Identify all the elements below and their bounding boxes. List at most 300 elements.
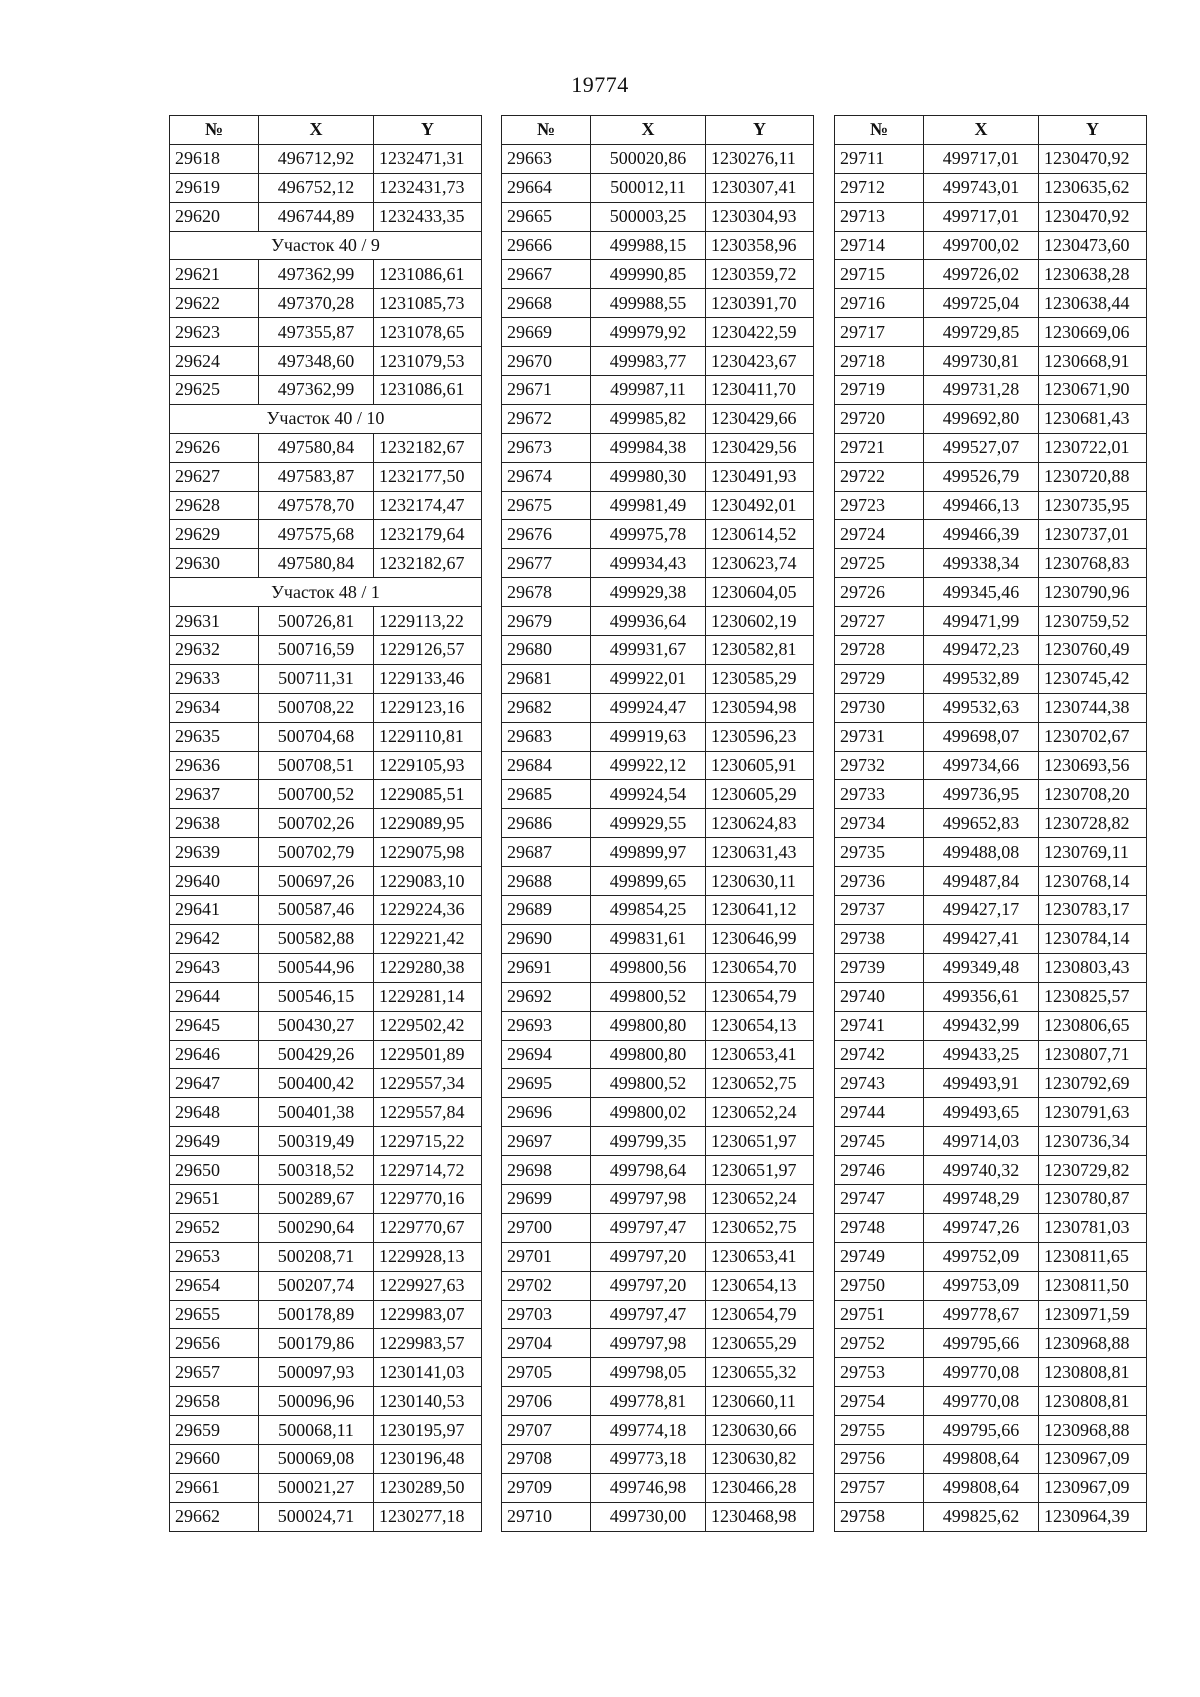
table-row xyxy=(170,1156,482,1185)
x-coordinate-cell: 499487,84 xyxy=(924,867,1039,896)
table-row xyxy=(502,607,814,636)
table-row xyxy=(170,1444,482,1473)
x-coordinate-cell: 499987,11 xyxy=(591,376,706,405)
y-coordinate-cell: 1230760,49 xyxy=(1039,636,1147,665)
x-coordinate-cell: 500289,67 xyxy=(259,1184,374,1213)
table-row xyxy=(170,173,482,202)
x-coordinate-cell: 499338,34 xyxy=(924,549,1039,578)
x-coordinate-cell: 500702,26 xyxy=(259,809,374,838)
section-label: Участок 48 / 1 xyxy=(170,578,482,607)
table-row xyxy=(502,549,814,578)
y-coordinate-cell: 1232174,47 xyxy=(374,491,482,520)
table-row xyxy=(502,1098,814,1127)
x-coordinate-cell: 499934,43 xyxy=(591,549,706,578)
y-coordinate-cell: 1230668,91 xyxy=(1039,347,1147,376)
y-coordinate-cell: 1229983,57 xyxy=(374,1329,482,1358)
point-number-cell: 29688 xyxy=(502,867,591,896)
x-coordinate-cell: 496752,12 xyxy=(259,173,374,202)
y-coordinate-cell: 1229123,16 xyxy=(374,693,482,722)
point-number-cell: 29729 xyxy=(835,664,924,693)
point-number-cell: 29749 xyxy=(835,1242,924,1271)
table-row xyxy=(835,318,1147,347)
y-coordinate-cell: 1230768,83 xyxy=(1039,549,1147,578)
y-coordinate-cell: 1230791,63 xyxy=(1039,1098,1147,1127)
point-number-cell: 29708 xyxy=(502,1444,591,1473)
x-coordinate-cell: 500318,52 xyxy=(259,1156,374,1185)
table-row xyxy=(835,1069,1147,1098)
y-coordinate-cell: 1230967,09 xyxy=(1039,1444,1147,1473)
x-coordinate-cell: 500020,86 xyxy=(591,144,706,173)
table-row xyxy=(835,1444,1147,1473)
x-coordinate-cell: 499466,13 xyxy=(924,491,1039,520)
point-number-cell: 29705 xyxy=(502,1358,591,1387)
point-number-cell: 29714 xyxy=(835,231,924,260)
table-row xyxy=(170,1329,482,1358)
table-row xyxy=(502,636,814,665)
y-coordinate-cell: 1229224,36 xyxy=(374,896,482,925)
table-row xyxy=(170,376,482,405)
table-row xyxy=(502,867,814,896)
point-number-cell: 29650 xyxy=(170,1156,259,1185)
y-coordinate-cell: 1230968,88 xyxy=(1039,1416,1147,1445)
point-number-cell: 29640 xyxy=(170,867,259,896)
point-number-cell: 29637 xyxy=(170,780,259,809)
x-coordinate-cell: 499988,55 xyxy=(591,289,706,318)
table-row xyxy=(502,1358,814,1387)
x-coordinate-cell: 499988,15 xyxy=(591,231,706,260)
x-coordinate-cell: 499799,35 xyxy=(591,1127,706,1156)
point-number-cell: 29740 xyxy=(835,982,924,1011)
x-coordinate-cell: 499466,39 xyxy=(924,520,1039,549)
x-coordinate-cell: 496744,89 xyxy=(259,202,374,231)
table-row xyxy=(835,202,1147,231)
x-coordinate-cell: 497578,70 xyxy=(259,491,374,520)
table-row xyxy=(170,144,482,173)
point-number-cell: 29739 xyxy=(835,953,924,982)
point-number-cell: 29648 xyxy=(170,1098,259,1127)
point-number-cell: 29748 xyxy=(835,1213,924,1242)
table-row xyxy=(502,260,814,289)
table-row xyxy=(170,867,482,896)
table-row xyxy=(502,1416,814,1445)
x-coordinate-cell: 499797,98 xyxy=(591,1329,706,1358)
y-coordinate-cell: 1230276,11 xyxy=(706,144,814,173)
point-number-cell: 29701 xyxy=(502,1242,591,1271)
x-coordinate-cell: 499717,01 xyxy=(924,144,1039,173)
point-number-cell: 29693 xyxy=(502,1011,591,1040)
table-row xyxy=(502,693,814,722)
table-row xyxy=(170,1127,482,1156)
y-coordinate-cell: 1229715,22 xyxy=(374,1127,482,1156)
point-number-cell: 29667 xyxy=(502,260,591,289)
y-coordinate-cell: 1230470,92 xyxy=(1039,144,1147,173)
y-coordinate-cell: 1229075,98 xyxy=(374,838,482,867)
point-number-cell: 29685 xyxy=(502,780,591,809)
y-coordinate-cell: 1230759,52 xyxy=(1039,607,1147,636)
y-coordinate-cell: 1230141,03 xyxy=(374,1358,482,1387)
table-row xyxy=(170,693,482,722)
y-coordinate-cell: 1229110,81 xyxy=(374,722,482,751)
column-header-x: X xyxy=(259,116,374,145)
table-row xyxy=(502,1040,814,1069)
point-number-cell: 29666 xyxy=(502,231,591,260)
table-row xyxy=(170,751,482,780)
point-number-cell: 29643 xyxy=(170,953,259,982)
x-coordinate-cell: 499797,98 xyxy=(591,1184,706,1213)
table-row xyxy=(835,549,1147,578)
point-number-cell: 29658 xyxy=(170,1387,259,1416)
table-row xyxy=(835,607,1147,636)
point-number-cell: 29661 xyxy=(170,1473,259,1502)
x-coordinate-cell: 500430,27 xyxy=(259,1011,374,1040)
table-row xyxy=(502,953,814,982)
x-coordinate-cell: 499746,98 xyxy=(591,1473,706,1502)
x-coordinate-cell: 500208,71 xyxy=(259,1242,374,1271)
y-coordinate-cell: 1230811,50 xyxy=(1039,1271,1147,1300)
y-coordinate-cell: 1230596,23 xyxy=(706,722,814,751)
point-number-cell: 29690 xyxy=(502,924,591,953)
y-coordinate-cell: 1229126,57 xyxy=(374,636,482,665)
x-coordinate-cell: 499729,85 xyxy=(924,318,1039,347)
table-row xyxy=(502,289,814,318)
table-row xyxy=(170,780,482,809)
point-number-cell: 29719 xyxy=(835,376,924,405)
point-number-cell: 29634 xyxy=(170,693,259,722)
x-coordinate-cell: 499797,47 xyxy=(591,1300,706,1329)
table-row xyxy=(835,231,1147,260)
x-coordinate-cell: 500702,79 xyxy=(259,838,374,867)
table-row xyxy=(170,636,482,665)
x-coordinate-cell: 499743,01 xyxy=(924,173,1039,202)
y-coordinate-cell: 1230638,44 xyxy=(1039,289,1147,318)
x-coordinate-cell: 499979,92 xyxy=(591,318,706,347)
x-coordinate-cell: 499432,99 xyxy=(924,1011,1039,1040)
x-coordinate-cell: 499797,47 xyxy=(591,1213,706,1242)
y-coordinate-cell: 1230669,06 xyxy=(1039,318,1147,347)
table-row xyxy=(502,722,814,751)
x-coordinate-cell: 499929,55 xyxy=(591,809,706,838)
table-row xyxy=(502,751,814,780)
table-row xyxy=(835,867,1147,896)
y-coordinate-cell: 1230307,41 xyxy=(706,173,814,202)
point-number-cell: 29669 xyxy=(502,318,591,347)
table-row xyxy=(835,664,1147,693)
point-number-cell: 29711 xyxy=(835,144,924,173)
table-row xyxy=(835,1416,1147,1445)
x-coordinate-cell: 500069,08 xyxy=(259,1444,374,1473)
table-row xyxy=(835,1040,1147,1069)
y-coordinate-cell: 1230652,24 xyxy=(706,1184,814,1213)
column-header-number: № xyxy=(170,116,259,145)
point-number-cell: 29697 xyxy=(502,1127,591,1156)
y-coordinate-cell: 1231078,65 xyxy=(374,318,482,347)
point-number-cell: 29684 xyxy=(502,751,591,780)
point-number-cell: 29652 xyxy=(170,1213,259,1242)
table-row xyxy=(170,1358,482,1387)
x-coordinate-cell: 499725,04 xyxy=(924,289,1039,318)
section-label: Участок 40 / 10 xyxy=(170,404,482,433)
x-coordinate-cell: 499929,38 xyxy=(591,578,706,607)
point-number-cell: 29698 xyxy=(502,1156,591,1185)
x-coordinate-cell: 500708,22 xyxy=(259,693,374,722)
x-coordinate-cell: 499770,08 xyxy=(924,1387,1039,1416)
x-coordinate-cell: 500700,52 xyxy=(259,780,374,809)
y-coordinate-cell: 1230289,50 xyxy=(374,1473,482,1502)
point-number-cell: 29743 xyxy=(835,1069,924,1098)
y-coordinate-cell: 1230784,14 xyxy=(1039,924,1147,953)
x-coordinate-cell: 499714,03 xyxy=(924,1127,1039,1156)
y-coordinate-cell: 1232182,67 xyxy=(374,433,482,462)
y-coordinate-cell: 1230411,70 xyxy=(706,376,814,405)
y-coordinate-cell: 1230745,42 xyxy=(1039,664,1147,693)
point-number-cell: 29704 xyxy=(502,1329,591,1358)
x-coordinate-cell: 499730,81 xyxy=(924,347,1039,376)
y-coordinate-cell: 1230654,79 xyxy=(706,982,814,1011)
x-coordinate-cell: 499472,23 xyxy=(924,636,1039,665)
table-row xyxy=(170,202,482,231)
x-coordinate-cell: 499692,80 xyxy=(924,404,1039,433)
x-coordinate-cell: 500400,42 xyxy=(259,1069,374,1098)
y-coordinate-cell: 1230769,11 xyxy=(1039,838,1147,867)
table-row xyxy=(835,462,1147,491)
table-row xyxy=(835,347,1147,376)
table-row xyxy=(502,1329,814,1358)
table-row xyxy=(170,1387,482,1416)
point-number-cell: 29636 xyxy=(170,751,259,780)
point-number-cell: 29753 xyxy=(835,1358,924,1387)
y-coordinate-cell: 1229557,34 xyxy=(374,1069,482,1098)
table-row xyxy=(502,780,814,809)
point-number-cell: 29755 xyxy=(835,1416,924,1445)
x-coordinate-cell: 499770,08 xyxy=(924,1358,1039,1387)
table-row xyxy=(835,173,1147,202)
table-row xyxy=(502,896,814,925)
x-coordinate-cell: 499936,64 xyxy=(591,607,706,636)
point-number-cell: 29721 xyxy=(835,433,924,462)
table-row xyxy=(502,404,814,433)
point-number-cell: 29718 xyxy=(835,347,924,376)
x-coordinate-cell: 499795,66 xyxy=(924,1329,1039,1358)
table-row xyxy=(835,1242,1147,1271)
point-number-cell: 29696 xyxy=(502,1098,591,1127)
y-coordinate-cell: 1230646,99 xyxy=(706,924,814,953)
point-number-cell: 29726 xyxy=(835,578,924,607)
table-row xyxy=(170,318,482,347)
x-coordinate-cell: 500726,81 xyxy=(259,607,374,636)
y-coordinate-cell: 1230631,43 xyxy=(706,838,814,867)
table-row xyxy=(502,1271,814,1300)
table-row xyxy=(835,896,1147,925)
table-row xyxy=(835,289,1147,318)
column-header-number: № xyxy=(835,116,924,145)
x-coordinate-cell: 500401,38 xyxy=(259,1098,374,1127)
point-number-cell: 29619 xyxy=(170,173,259,202)
table-row xyxy=(502,520,814,549)
x-coordinate-cell: 499471,99 xyxy=(924,607,1039,636)
table-row xyxy=(835,924,1147,953)
y-coordinate-cell: 1231085,73 xyxy=(374,289,482,318)
y-coordinate-cell: 1230652,75 xyxy=(706,1069,814,1098)
y-coordinate-cell: 1230468,98 xyxy=(706,1502,814,1531)
y-coordinate-cell: 1230728,82 xyxy=(1039,809,1147,838)
x-coordinate-cell: 500587,46 xyxy=(259,896,374,925)
x-coordinate-cell: 500319,49 xyxy=(259,1127,374,1156)
table-row xyxy=(835,404,1147,433)
x-coordinate-cell: 499797,20 xyxy=(591,1271,706,1300)
section-row xyxy=(170,404,482,433)
x-coordinate-cell: 499717,01 xyxy=(924,202,1039,231)
point-number-cell: 29676 xyxy=(502,520,591,549)
y-coordinate-cell: 1230825,57 xyxy=(1039,982,1147,1011)
point-number-cell: 29665 xyxy=(502,202,591,231)
y-coordinate-cell: 1229502,42 xyxy=(374,1011,482,1040)
y-coordinate-cell: 1229983,07 xyxy=(374,1300,482,1329)
column-header-y: Y xyxy=(374,116,482,145)
table-row xyxy=(502,1300,814,1329)
column-header-x: X xyxy=(924,116,1039,145)
y-coordinate-cell: 1230964,39 xyxy=(1039,1502,1147,1531)
x-coordinate-cell: 496712,92 xyxy=(259,144,374,173)
y-coordinate-cell: 1230736,34 xyxy=(1039,1127,1147,1156)
y-coordinate-cell: 1231086,61 xyxy=(374,260,482,289)
x-coordinate-cell: 499825,62 xyxy=(924,1502,1039,1531)
point-number-cell: 29717 xyxy=(835,318,924,347)
table-row xyxy=(170,1184,482,1213)
x-coordinate-cell: 497580,84 xyxy=(259,549,374,578)
y-coordinate-cell: 1230304,93 xyxy=(706,202,814,231)
y-coordinate-cell: 1231079,53 xyxy=(374,347,482,376)
point-number-cell: 29699 xyxy=(502,1184,591,1213)
point-number-cell: 29630 xyxy=(170,549,259,578)
point-number-cell: 29670 xyxy=(502,347,591,376)
table-row xyxy=(502,433,814,462)
y-coordinate-cell: 1230196,48 xyxy=(374,1444,482,1473)
x-coordinate-cell: 499730,00 xyxy=(591,1502,706,1531)
point-number-cell: 29692 xyxy=(502,982,591,1011)
y-coordinate-cell: 1230729,82 xyxy=(1039,1156,1147,1185)
table-row xyxy=(502,347,814,376)
table-row xyxy=(835,1271,1147,1300)
x-coordinate-cell: 497348,60 xyxy=(259,347,374,376)
y-coordinate-cell: 1231086,61 xyxy=(374,376,482,405)
y-coordinate-cell: 1230630,66 xyxy=(706,1416,814,1445)
x-coordinate-cell: 500012,11 xyxy=(591,173,706,202)
column-header-number: № xyxy=(502,116,591,145)
column-header-y: Y xyxy=(706,116,814,145)
table-row xyxy=(170,722,482,751)
table-row xyxy=(835,751,1147,780)
table-row xyxy=(502,1156,814,1185)
x-coordinate-cell: 497370,28 xyxy=(259,289,374,318)
point-number-cell: 29752 xyxy=(835,1329,924,1358)
point-number-cell: 29660 xyxy=(170,1444,259,1473)
table-row xyxy=(835,1011,1147,1040)
y-coordinate-cell: 1230429,56 xyxy=(706,433,814,462)
point-number-cell: 29653 xyxy=(170,1242,259,1271)
x-coordinate-cell: 500711,31 xyxy=(259,664,374,693)
y-coordinate-cell: 1230423,67 xyxy=(706,347,814,376)
point-number-cell: 29675 xyxy=(502,491,591,520)
x-coordinate-cell: 499981,49 xyxy=(591,491,706,520)
point-number-cell: 29631 xyxy=(170,607,259,636)
point-number-cell: 29663 xyxy=(502,144,591,173)
table-row xyxy=(170,1473,482,1502)
x-coordinate-cell: 499800,02 xyxy=(591,1098,706,1127)
y-coordinate-cell: 1232471,31 xyxy=(374,144,482,173)
y-coordinate-cell: 1230630,11 xyxy=(706,867,814,896)
table-row xyxy=(170,838,482,867)
point-number-cell: 29715 xyxy=(835,260,924,289)
point-number-cell: 29750 xyxy=(835,1271,924,1300)
y-coordinate-cell: 1230359,72 xyxy=(706,260,814,289)
x-coordinate-cell: 499345,46 xyxy=(924,578,1039,607)
x-coordinate-cell: 497362,99 xyxy=(259,260,374,289)
table-row xyxy=(502,1387,814,1416)
x-coordinate-cell: 497362,99 xyxy=(259,376,374,405)
y-coordinate-cell: 1230140,53 xyxy=(374,1387,482,1416)
y-coordinate-cell: 1230790,96 xyxy=(1039,578,1147,607)
x-coordinate-cell: 499800,56 xyxy=(591,953,706,982)
x-coordinate-cell: 499527,07 xyxy=(924,433,1039,462)
y-coordinate-cell: 1230744,38 xyxy=(1039,693,1147,722)
point-number-cell: 29664 xyxy=(502,173,591,202)
y-coordinate-cell: 1230614,52 xyxy=(706,520,814,549)
y-coordinate-cell: 1229770,16 xyxy=(374,1184,482,1213)
table-row xyxy=(835,1098,1147,1127)
point-number-cell: 29725 xyxy=(835,549,924,578)
x-coordinate-cell: 500021,27 xyxy=(259,1473,374,1502)
point-number-cell: 29618 xyxy=(170,144,259,173)
table-row xyxy=(502,982,814,1011)
x-coordinate-cell: 499922,01 xyxy=(591,664,706,693)
point-number-cell: 29710 xyxy=(502,1502,591,1531)
x-coordinate-cell: 499808,64 xyxy=(924,1444,1039,1473)
point-number-cell: 29654 xyxy=(170,1271,259,1300)
point-number-cell: 29662 xyxy=(170,1502,259,1531)
y-coordinate-cell: 1229280,38 xyxy=(374,953,482,982)
point-number-cell: 29727 xyxy=(835,607,924,636)
point-number-cell: 29673 xyxy=(502,433,591,462)
y-coordinate-cell: 1229501,89 xyxy=(374,1040,482,1069)
point-number-cell: 29680 xyxy=(502,636,591,665)
y-coordinate-cell: 1230358,96 xyxy=(706,231,814,260)
point-number-cell: 29744 xyxy=(835,1098,924,1127)
page-number: 19774 xyxy=(571,72,629,97)
x-coordinate-cell: 500544,96 xyxy=(259,953,374,982)
table-row xyxy=(170,433,482,462)
x-coordinate-cell: 500290,64 xyxy=(259,1213,374,1242)
y-coordinate-cell: 1230806,65 xyxy=(1039,1011,1147,1040)
point-number-cell: 29635 xyxy=(170,722,259,751)
point-number-cell: 29656 xyxy=(170,1329,259,1358)
y-coordinate-cell: 1230623,74 xyxy=(706,549,814,578)
y-coordinate-cell: 1230422,59 xyxy=(706,318,814,347)
table-row xyxy=(170,1300,482,1329)
point-number-cell: 29706 xyxy=(502,1387,591,1416)
point-number-cell: 29649 xyxy=(170,1127,259,1156)
point-number-cell: 29700 xyxy=(502,1213,591,1242)
x-coordinate-cell: 499747,26 xyxy=(924,1213,1039,1242)
point-number-cell: 29638 xyxy=(170,809,259,838)
x-coordinate-cell: 499748,29 xyxy=(924,1184,1039,1213)
table-row xyxy=(502,231,814,260)
x-coordinate-cell: 499800,52 xyxy=(591,982,706,1011)
table-row xyxy=(502,664,814,693)
point-number-cell: 29682 xyxy=(502,693,591,722)
x-coordinate-cell: 499731,28 xyxy=(924,376,1039,405)
point-number-cell: 29622 xyxy=(170,289,259,318)
table-row xyxy=(835,1300,1147,1329)
